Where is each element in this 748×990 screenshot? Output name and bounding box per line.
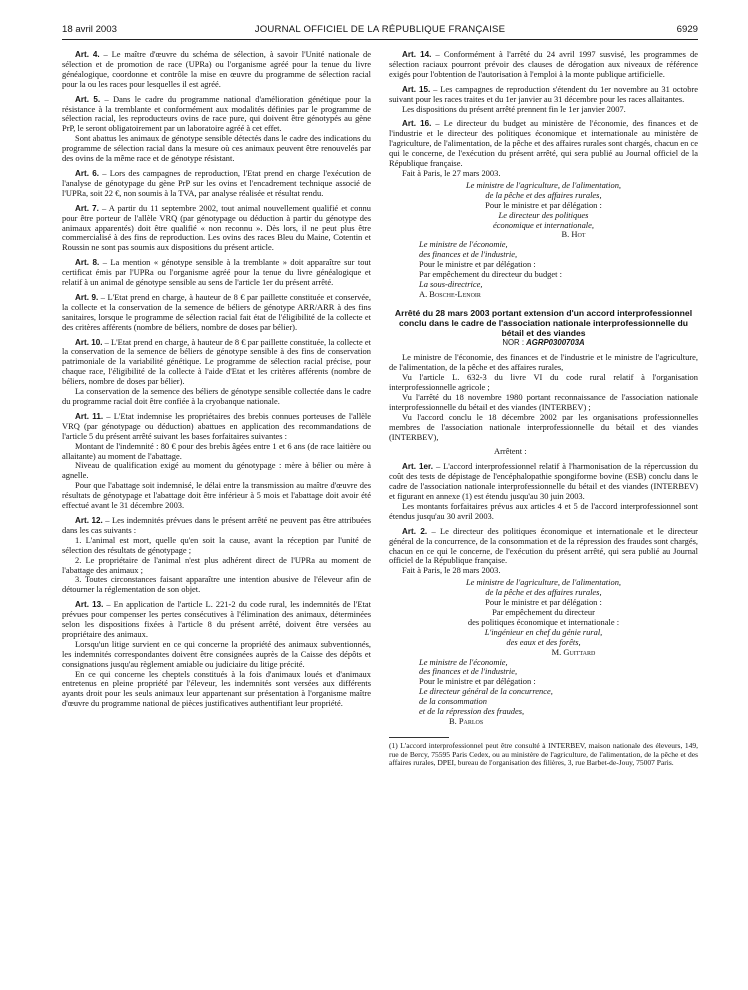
article-5 [62, 95, 371, 135]
signature-line: Par empêchement du directeur du budget : [419, 269, 562, 280]
left-column [62, 50, 371, 709]
signature-line: Le ministre de l'agriculture, de l'alimentation, [465, 179, 622, 190]
article-number: Art. 1er. [402, 462, 433, 472]
signatory-name: M. Guittard [551, 646, 596, 657]
signature-line: Pour le ministre et par délégation : [419, 259, 536, 270]
article-number: Art. 12. [75, 515, 103, 525]
article-text: – Le directeur des politiques économique et internationale et le directeur général de la concurrence, de la consommation et de la répression des fraudes sont chargés, chacun en ce qui le concerne, de l'exécution du présent arrêté, qui sera publié au Journal officiel de la République française. [389, 525, 698, 566]
article-12 [62, 516, 371, 536]
list-item: 1. L'animal est mort, quelle qu'en soit la cause, avant la réception par l'unité de sélection des résultats de génotypage ; [62, 534, 371, 555]
article-number: Art. 15. [402, 84, 431, 94]
nor-label: NOR : [502, 338, 527, 348]
signature-block [389, 578, 698, 657]
signature-line: Pour le ministre et par délégation : [419, 676, 536, 687]
article-text: – Les campagnes de reproduction s'étendent du 1er novembre au 31 octobre suivant pour les races traites et du 1er janvier au 31 décembre pour les races allaitantes. [389, 83, 698, 104]
signature-line: des eaux et des forêts, [506, 636, 581, 647]
article-number: Art. 16. [402, 119, 432, 129]
signature-line: Par empêchement du directeur [492, 607, 595, 618]
article-text: – Le maître d'œuvre du schéma de sélection, à savoir l'Unité nationale de sélection et de promotion de race (UPRa) ou l'organisme agréé pour la tenue du livre généalogique, coordonne et contrôle la mise en œuvre du programme de sélection racial pour la ou les races pour lesquelles il est agréé. [62, 49, 371, 89]
article-text: – Conformément à l'arrêté du 24 avril 1997 susvisé, les programmes de sélection raciaux pourront prévoir des clauses de dérogation aux niveaux de référence exigés pour l'obtention de l'autorisation à l'emploi à la monte publique artificielle. [389, 49, 698, 79]
header-page-number: 6929 [676, 24, 698, 35]
article-14 [389, 50, 698, 80]
paragraph: Les montants forfaitaires prévus aux articles 4 et 5 de l'accord interprofessionnel sont étendus jusqu'au 30 avril 2003. [389, 500, 698, 521]
signature-line: et de la répression des fraudes, [419, 706, 525, 717]
paragraph: Niveau de qualification exigé au moment du génotypage : mère à bélier ou mère à agnelle. [62, 460, 371, 481]
article-text: – Les indemnités prévues dans le présent arrêté ne peuvent pas être attribuées dans les cas suivants : [62, 514, 371, 535]
article-9 [62, 293, 371, 333]
article-text: – Le directeur du budget au ministère de l'économie, des finances et de l'industrie et le directeur des politiques économique et internationale au ministère de l'agriculture, de l'alimentation, de la pêche et des affaires rurales sont chargés, chacun en ce qui le concerne, de l'exécution du présent arrêté, qui sera publié au Journal officiel de la République française. [389, 118, 698, 169]
paragraph: Sont abattus les animaux de génotype sensible détectés dans le cadre des indications du programme de sélection racial dans la mesure où ces animaux peuvent être renouvelés par des ovins de la même race et de génotype résistant. [62, 133, 371, 164]
signing-place-date: Fait à Paris, le 28 mars 2003. [402, 565, 501, 576]
article-6 [62, 169, 371, 199]
paragraph: Montant de l'indemnité : 80 € pour des brebis âgées entre 1 et 6 ans (de race laitière ou allaitante) au moment de l'abattage. [62, 440, 371, 461]
list-item: 3. Toutes circonstances faisant apparaître une intention abusive de l'éleveur afin de détourner la réglementation de son objet. [62, 574, 371, 595]
paragraph: Les dispositions du présent arrêté prennent fin le 1er janvier 2007. [402, 103, 626, 114]
footnote-rule [389, 737, 449, 738]
article-number: Art. 7. [75, 203, 99, 213]
signatory-name: A. Bosche-Lenoir [419, 288, 481, 299]
article-7 [62, 204, 371, 254]
signature-line: des finances et de l'industrie, [419, 666, 518, 677]
signature-block [389, 240, 698, 299]
article-2 [389, 527, 698, 567]
article-number: Art. 5. [75, 94, 101, 104]
article-text: – L'Etat prend en charge, à hauteur de 8 € par paillette constituée, la collecte et la conservation de la semence de béliers de génotype sensible à des fins de conservation patrimoniale de la variabilité génétique. Le programme de sélection racial précise, pour chaque race, l'éligibilité de la collecte à l'aide d'Etat et les critères afférents (nombre de béliers, nombre de doses par bélier). [62, 336, 371, 387]
article-16 [389, 119, 698, 169]
paragraph: La conservation de la semence des béliers de génotype sensible collectée dans le cadre du programme racial doit être confiée à la cryobanque nationale. [62, 386, 371, 406]
signature-line: Pour le ministre et par délégation : [485, 597, 602, 608]
article-text: – A partir du 11 septembre 2002, tout animal nouvellement qualifié et connu pour être porteur de l'allèle VRQ (par génotypage ou déduction à partir du génotype des animaux apparentés) doit être qualifié « non reconnu ». Dès lors, il ne peut plus être commercialisé à des fins de reproduction. Les ovins des races Bleu du Maine, Cotentin et Roussin ne sont pas soumis aux dispositions du présent article. [62, 202, 371, 253]
nor-code: AGRP0300703A [526, 338, 585, 348]
article-8 [62, 258, 371, 288]
right-column [389, 50, 698, 768]
header-date: 18 avril 2003 [62, 24, 117, 35]
signature-line: La sous-directrice, [419, 278, 483, 289]
signature-line: de la pêche et des affaires rurales, [485, 587, 602, 598]
signature-line: Le directeur des politiques [498, 209, 589, 220]
list-item: 2. Le propriétaire de l'animal n'est plus adhérent direct de l'UPRa au moment de l'abattage des animaux ; [62, 554, 371, 575]
footnote: (1) L'accord interprofessionnel peut être consulté à INTERBEV, maison nationale des éleveurs, 149, rue de Bercy, 75595 Paris Cedex, ou au ministère de l'agriculture, de l'alimentation, de la pêche et des affaires rurales, DPEI, bureau de l'organisation des filières, 3, rue Barbet-de-Jouy, 75007 Paris. [389, 740, 698, 768]
article-number: Art. 14. [402, 50, 432, 59]
article-text: – La mention « génotype sensible à la tremblante » doit apparaître sur tout certificat émis par l'UPRa ou l'organisme agréé pour la tenue du livre généalogique et relatif à un animal de génotype sensible au sens de l'article 1er du présent arrêté. [62, 257, 371, 288]
signature-line: Le ministre de l'économie, [419, 656, 508, 667]
signature-line: de la consommation [419, 696, 487, 707]
article-text: – L'Etat prend en charge, à hauteur de 8 € par paillette constituée et conservée, la collecte et la conservation de la semence de béliers de génotype ARR/ARR à des fins sanitaires, lorsque le programme de sélection racial fait état de l'éligibilité de la collecte et des critères afférents (nombre de béliers, nombre de doses par bélier). [62, 291, 371, 332]
signatory-name: B. Hot [561, 229, 586, 240]
article-number: Art. 4. [75, 50, 100, 59]
signature-block [389, 658, 698, 727]
article-text: – Lors des campagnes de reproduction, l'Etat prend en charge l'exécution de l'analyse de génotypage du gène PrP sur les ovins et l'encadrement technique associé de l'UPRa, soit 22 €, non soumis à la TVA, par analyse réalisée et résultat rendu. [62, 167, 371, 198]
article-number: Art. 13. [75, 600, 104, 610]
article-text: – Dans le cadre du programme national d'amélioration génétique pour la résistance à la tremblante et conformément aux modalités définies par le programme de sélection racial, les reproducteurs ovins de race pure, qui doivent être génotypés au gène PrP, le seront obligatoirement par un laboratoire agréé à cet effet. [62, 93, 371, 134]
signatory-name: B. Parlos [449, 715, 484, 726]
article-number: Art. 8. [75, 258, 100, 268]
article-text: – L'accord interprofessionnel relatif à l'harmonisation de la répercussion du coût des tests de dépistage de l'encéphalopathie spongiforme bovine (ESB) conclu dans le cadre de l'association nationale interprofessionnelle du bétail et des viandes (INTERBEV) et figurant en annexe (1) est étendu jusqu'au 30 juin 2003. [389, 461, 698, 502]
article-1 [389, 462, 698, 502]
article-number: Art. 11. [75, 411, 104, 421]
arretent-heading: Arrêtent : [494, 446, 527, 457]
article-number: Art. 10. [75, 337, 103, 347]
article-13 [62, 600, 371, 640]
signature-line: Le ministre de l'économie, [419, 239, 508, 250]
paragraph: En ce qui concerne les cheptels constitués à la fois d'animaux loués et d'animaux entretenus en pleine propriété par l'éleveur, les indemnités sont versées aux différents ayants droit pour les seuls animaux leur appartenant sur présentation à l'organisme maître d'œuvre du programme national de pièces justificatives authentifiant leur propriété. [62, 668, 371, 709]
article-15 [389, 85, 698, 105]
paragraph: Vu l'article L. 632-3 du livre VI du code rural relatif à l'organisation interprofessionnelle agricole ; [389, 372, 698, 392]
signature-line: économique et internationale, [493, 219, 594, 230]
article-4 [62, 50, 371, 90]
signature-line: des politiques économique et internationale : [467, 616, 620, 627]
paragraph: Pour que l'abattage soit indemnisé, le délai entre la transmission au maître d'œuvre des résultats de génotypage et l'abattage doit être inférieur à 5 mois et l'abattage doit avoir été effectué avant le 31 décembre 2003. [62, 480, 371, 511]
signature-line: des finances et de l'industrie, [419, 249, 518, 260]
paragraph: Lorsqu'un litige survient en ce qui concerne la propriété des animaux subventionnés, les indemnités correspondantes doivent être consignées auprès de la Caisse des dépôts et consignations jusqu'au règlement amiable ou judiciaire du litige précité. [62, 638, 371, 669]
article-10 [62, 338, 371, 388]
page-header [62, 24, 698, 38]
article-number: Art. 2. [402, 526, 428, 536]
article-number: Art. 6. [75, 168, 100, 178]
signature-line: de la pêche et des affaires rurales, [485, 189, 602, 200]
decree-title: Arrêté du 28 mars 2003 portant extension d'un accord interprofessionnel conclu dans le cadre de l'association nationale interprofessionnelle du bétail et des viandes [394, 307, 693, 339]
signature-line: Le ministre de l'agriculture, de l'alimentation, [465, 577, 622, 588]
article-text: – L'Etat indemnise les propriétaires des brebis connues porteuses de l'allèle VRQ (par génotypage ou déduction) abattues en application des recommandations de l'article 5 du présent arrêté suivant les bases forfaitaires suivantes : [62, 410, 371, 441]
article-text: – En application de l'article L. 221-2 du code rural, les indemnités de l'Etat prévues pour compenser les pertes consécutives à l'élimination des animaux, déterminées selon les dispositions fixées à l'article 8 du présent arrêté, doivent être versées au propriétaire des animaux. [62, 599, 371, 639]
header-rule [62, 39, 698, 40]
article-11 [62, 412, 371, 442]
signing-place-date: Fait à Paris, le 27 mars 2003. [402, 167, 501, 178]
paragraph: Vu l'accord conclu le 18 décembre 2002 par les organisations professionnelles membres de l'association nationale interprofessionnelle du bétail et des viandes (INTERBEV), [389, 411, 698, 442]
article-number: Art. 9. [75, 292, 99, 302]
paragraph: Le ministre de l'économie, des finances et de l'industrie et le ministre de l'agriculture, de l'alimentation, de la pêche et des affaires rurales, [389, 352, 698, 373]
signature-line: L'ingénieur en chef du génie rural, [484, 626, 603, 637]
header-journal-title: JOURNAL OFFICIEL DE LA RÉPUBLIQUE FRANÇAISE [254, 24, 506, 35]
signature-line: Le directeur général de la concurrence, [419, 686, 553, 697]
signature-block [389, 181, 698, 240]
signature-line: Pour le ministre et par délégation : [485, 199, 602, 210]
paragraph: Vu l'arrêté du 18 novembre 1980 portant reconnaissance de l'association nationale interprofessionnelle du bétail et des viandes (INTERBEV) ; [389, 391, 698, 412]
nor-reference [389, 338, 698, 348]
